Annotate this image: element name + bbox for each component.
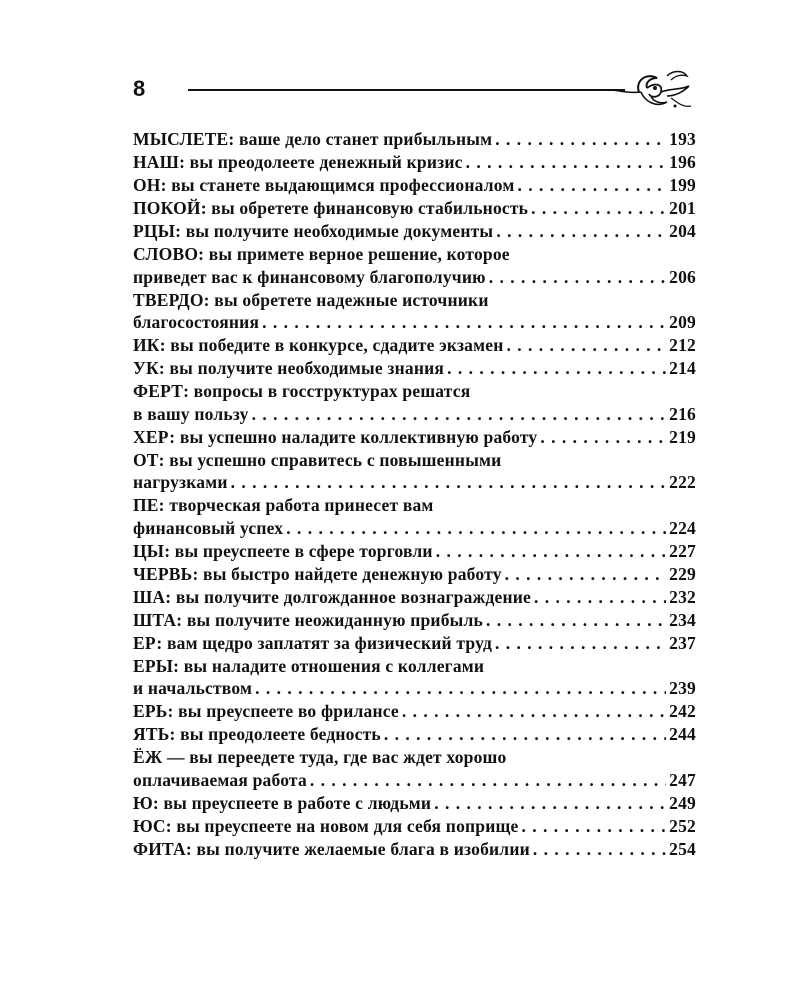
- toc-entry-title: ЯТЬ: вы преодолеете бедность: [133, 724, 381, 744]
- toc-dot-leader: [517, 174, 666, 197]
- flourish-ornament-icon: [611, 68, 693, 114]
- toc-entry-title: ПОКОЙ: вы обретете финансовую стабильность: [133, 198, 529, 218]
- toc-dot-leader: [466, 151, 667, 174]
- toc-dot-leader: [540, 426, 666, 449]
- toc-entry-title: и начальством: [133, 678, 253, 698]
- toc-entry-page: 214: [669, 358, 696, 378]
- toc-entry-page: 234: [669, 609, 696, 630]
- toc-entry: [133, 426, 696, 449]
- toc-entry-title: приведет вас к финансовому благополучию: [133, 266, 486, 287]
- toc-dot-leader: [489, 266, 666, 289]
- toc-entry: [133, 815, 696, 838]
- toc-dot-leader: [384, 723, 666, 746]
- toc-entry-page: 216: [669, 403, 696, 424]
- toc-entry: [133, 220, 696, 243]
- toc-dot-leader: [434, 792, 666, 815]
- toc-entry: [133, 838, 696, 861]
- toc-dot-leader: [252, 403, 667, 426]
- toc-entry-page: 196: [669, 152, 696, 172]
- toc-dot-leader: [402, 700, 666, 723]
- toc-entry-page: 244: [669, 724, 696, 744]
- toc-entry-title-line1: ОТ: вы успешно справитесь с повышенными: [133, 449, 502, 470]
- toc-dot-leader: [495, 128, 666, 151]
- toc-entry: [133, 357, 696, 380]
- toc-entry-title: ФИТА: вы получите желаемые блага в изобилии: [133, 838, 530, 859]
- toc-dot-leader: [534, 586, 666, 609]
- toc-entry-title: ЧЕРВЬ: вы быстро найдете денежную работу: [133, 563, 502, 584]
- toc-dot-leader: [231, 471, 667, 494]
- toc-entry-page: 254: [669, 838, 696, 859]
- toc-entry: [133, 243, 696, 288]
- toc-entry-page: 252: [669, 815, 696, 836]
- toc-dot-leader: [486, 609, 666, 632]
- toc-entry: [133, 609, 696, 632]
- toc-entry: [133, 380, 696, 425]
- toc-dot-leader: [495, 632, 666, 655]
- toc-entry-page: 227: [669, 540, 696, 561]
- toc-entry-page: 219: [669, 426, 696, 447]
- toc-entry-page: 249: [669, 792, 696, 813]
- toc-entry-page: 237: [669, 632, 696, 653]
- toc-entry: [133, 289, 696, 334]
- toc-entry-title: ШТА: вы получите неожиданную прибыль: [133, 609, 483, 630]
- toc-entry: [133, 174, 696, 197]
- toc-entry: [133, 197, 696, 220]
- table-of-contents: [133, 128, 696, 861]
- toc-entry-title: финансовый успех: [133, 517, 284, 538]
- toc-entry-title: ХЕР: вы успешно наладите коллективную работу: [133, 426, 538, 447]
- toc-entry-title: ЮС: вы преуспеете на новом для себя поприще: [133, 815, 519, 836]
- toc-entry-title: оплачиваемая работа: [133, 769, 307, 790]
- toc-entry: [133, 540, 696, 563]
- toc-dot-leader: [286, 517, 666, 540]
- toc-dot-leader: [505, 563, 667, 586]
- toc-dot-leader: [436, 540, 666, 563]
- toc-entry: [133, 586, 696, 609]
- toc-entry-page: 239: [669, 678, 696, 698]
- header-rule: [188, 89, 625, 91]
- toc-entry-title: НАШ: вы преодолеете денежный кризис: [133, 152, 463, 172]
- toc-entry-title: ОН: вы станете выдающимся профессионалом: [133, 175, 515, 195]
- toc-dot-leader: [262, 311, 666, 334]
- toc-entry: [133, 334, 696, 357]
- toc-dot-leader: [255, 677, 666, 700]
- toc-entry: [133, 723, 696, 746]
- toc-dot-leader: [533, 838, 666, 861]
- toc-entry-title: ЕР: вам щедро заплатят за физический труд: [133, 632, 493, 653]
- toc-entry-title-line1: ЕРЫ: вы наладите отношения с коллегами: [133, 655, 485, 676]
- toc-entry-page: 206: [669, 266, 696, 287]
- toc-entry-title: РЦЫ: вы получите необходимые документы: [133, 221, 494, 241]
- toc-dot-leader: [496, 220, 666, 243]
- toc-entry-title: ИК: вы победите в конкурсе, сдадите экзамен: [133, 335, 504, 355]
- toc-entry-title: нагрузками: [133, 472, 228, 492]
- toc-dot-leader: [507, 334, 667, 357]
- toc-entry-title: ША: вы получите долгожданное вознаграждение: [133, 586, 531, 607]
- toc-entry-title: благосостояния: [133, 312, 260, 332]
- toc-entry: [133, 632, 696, 655]
- toc-entry-page: 232: [669, 586, 696, 607]
- toc-entry-title: Ю: вы преуспеете в работе с людьми: [133, 792, 432, 813]
- toc-entry-page: 204: [669, 221, 696, 241]
- toc-entry-page: 201: [669, 198, 696, 218]
- toc-entry-page: 222: [669, 472, 696, 492]
- toc-entry: [133, 449, 696, 494]
- toc-entry-page: 212: [669, 335, 696, 355]
- toc-entry: [133, 128, 696, 151]
- toc-entry-page: 199: [669, 175, 696, 195]
- toc-entry-page: 229: [669, 563, 696, 584]
- toc-entry-title-line1: ЁЖ — вы переедете туда, где вас ждет хорошо: [133, 747, 507, 767]
- toc-entry-page: 209: [669, 312, 696, 332]
- toc-entry-page: 242: [669, 701, 696, 721]
- toc-entry-title: МЫСЛЕТЕ: ваше дело станет прибыльным: [133, 129, 493, 149]
- toc-dot-leader: [521, 815, 666, 838]
- toc-entry-title-line1: ФЕРТ: вопросы в госструктурах решатся: [133, 381, 471, 401]
- page-header: [133, 72, 693, 112]
- toc-entry-title-line1: ПЕ: творческая работа принесет вам: [133, 495, 434, 515]
- toc-entry-page: 247: [669, 769, 696, 790]
- toc-entry-title: УК: вы получите необходимые знания: [133, 358, 445, 378]
- toc-entry: [133, 655, 696, 700]
- toc-dot-leader: [310, 769, 666, 792]
- toc-entry-title: ЕРЬ: вы преуспеете во фрилансе: [133, 701, 399, 721]
- toc-entry-title: в вашу пользу: [133, 403, 249, 424]
- toc-entry: [133, 151, 696, 174]
- toc-entry-title-line1: СЛОВО: вы примете верное решение, которое: [133, 244, 510, 264]
- page-number: 8: [133, 76, 146, 101]
- toc-entry: [133, 700, 696, 723]
- toc-entry-title: ЦЫ: вы преуспеете в сфере торговли: [133, 540, 433, 561]
- toc-entry: [133, 792, 696, 815]
- toc-entry-page: 193: [669, 129, 696, 149]
- toc-entry-page: 224: [669, 517, 696, 538]
- toc-dot-leader: [447, 357, 666, 380]
- toc-dot-leader: [531, 197, 666, 220]
- toc-entry: [133, 746, 696, 791]
- toc-entry: [133, 494, 696, 539]
- toc-entry: [133, 563, 696, 586]
- toc-entry-title-line1: ТВЕРДО: вы обретете надежные источники: [133, 289, 489, 310]
